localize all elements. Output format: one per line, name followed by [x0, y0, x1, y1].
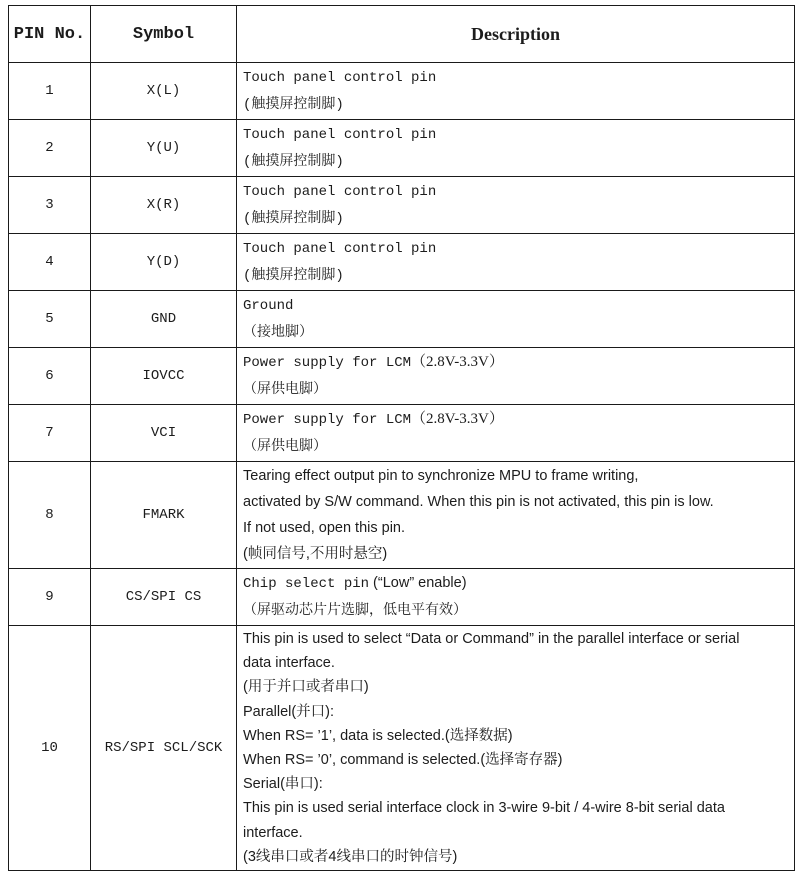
description-line: [243, 235, 790, 262]
table-row: [9, 462, 795, 569]
header-description: Description: [237, 6, 795, 63]
description-text: Tearing effect output pin to synchronize MPU to frame writing,: [243, 468, 639, 484]
description-cell: [237, 405, 795, 462]
description-text: activated by S/W command. When this pin is not activated, this pin is low.: [243, 494, 714, 510]
description-line: [243, 433, 790, 460]
pin-number-cell: 2: [9, 120, 91, 177]
description-text: This pin is used serial interface clock in 3-wire 9-bit / 4-wire 8-bit serial data: [243, 800, 725, 817]
description-line: [243, 148, 790, 175]
description-text: （2.8V-3.3V）: [411, 354, 504, 370]
header-pin-no: PIN No.: [9, 6, 91, 63]
description-text: When RS= ’0’, command is selected.(选择寄存器): [243, 752, 563, 769]
description-text: Chip select pin: [243, 576, 370, 592]
table-row: [9, 120, 795, 177]
description-cell: [237, 626, 795, 871]
description-text: （接地脚）: [243, 325, 313, 341]
description-text: (触摸屏控制脚): [243, 211, 344, 227]
description-line: [243, 724, 790, 748]
description-text: Power supply for LCM: [243, 412, 412, 428]
description-cell: [237, 234, 795, 291]
pin-number-cell: 3: [9, 177, 91, 234]
description-line: [243, 292, 790, 319]
description-text: This pin is used to select “Data or Command” in the parallel interface or serial: [243, 631, 740, 647]
description-text: Touch panel control pin: [243, 127, 437, 143]
description-text: (触摸屏控制脚): [243, 154, 344, 170]
description-text: Touch panel control pin: [243, 184, 437, 200]
description-text: Parallel(并口):: [243, 703, 335, 720]
pin-table-body: [9, 63, 795, 871]
symbol-cell: CS/SPI CS: [91, 569, 237, 626]
description-cell: [237, 462, 795, 569]
description-line: [243, 262, 790, 289]
pin-number-cell: 1: [9, 63, 91, 120]
description-cell: [237, 177, 795, 234]
pin-number-cell: 4: [9, 234, 91, 291]
description-text: Serial(串口):: [243, 776, 323, 793]
description-line: [243, 597, 790, 624]
description-text: (触摸屏控制脚): [243, 97, 344, 113]
description-text: （屏供电脚）: [243, 382, 327, 398]
description-text: Power supply for LCM: [243, 355, 412, 371]
symbol-cell: RS/SPI SCL/SCK: [91, 626, 237, 871]
pin-number-cell: 10: [9, 626, 91, 871]
pin-number-cell: 9: [9, 569, 91, 626]
symbol-cell: X(R): [91, 177, 237, 234]
pin-number-cell: 8: [9, 462, 91, 569]
description-text: (触摸屏控制脚): [243, 268, 344, 284]
symbol-cell: FMARK: [91, 462, 237, 569]
description-text: interface.: [243, 824, 303, 841]
description-line: [243, 627, 790, 651]
description-text: Ground: [243, 298, 294, 314]
pin-number-cell: 6: [9, 348, 91, 405]
header-symbol: Symbol: [91, 6, 237, 63]
description-text: Touch panel control pin: [243, 241, 437, 257]
description-line: [243, 515, 790, 541]
description-line: [243, 319, 790, 346]
description-cell: [237, 348, 795, 405]
pin-number-cell: 5: [9, 291, 91, 348]
description-text: （屏供电脚）: [243, 439, 327, 455]
description-line: [243, 821, 790, 845]
description-line: [243, 675, 790, 699]
symbol-cell: Y(D): [91, 234, 237, 291]
table-row: [9, 348, 795, 405]
description-cell: [237, 569, 795, 626]
table-row: [9, 234, 795, 291]
description-text: Touch panel control pin: [243, 70, 437, 86]
description-line: [243, 406, 790, 433]
table-row: [9, 626, 795, 871]
pin-description-table: [8, 5, 795, 871]
description-line: [243, 748, 790, 772]
description-line: [243, 64, 790, 91]
description-line: [243, 541, 790, 567]
description-text: (3线串口或者4线串口的时钟信号): [243, 848, 458, 865]
description-cell: [237, 291, 795, 348]
symbol-cell: VCI: [91, 405, 237, 462]
table-row: [9, 291, 795, 348]
table-row: [9, 63, 795, 120]
header-row: [9, 6, 795, 63]
description-text: When RS= ’1’, data is selected.(选择数据): [243, 727, 513, 744]
description-text: data interface.: [243, 655, 335, 672]
pin-number-cell: 7: [9, 405, 91, 462]
description-line: [243, 178, 790, 205]
description-line: [243, 570, 790, 597]
description-line: [243, 376, 790, 403]
description-text: If not used, open this pin.: [243, 520, 406, 536]
description-line: [243, 205, 790, 232]
table-row: [9, 177, 795, 234]
description-text: (用于并口或者串口): [243, 679, 369, 696]
description-text: （屏驱动芯片片选脚，低电平有效）: [243, 603, 467, 619]
description-cell: [237, 63, 795, 120]
symbol-cell: Y(U): [91, 120, 237, 177]
description-line: [243, 772, 790, 796]
description-line: [243, 796, 790, 820]
description-cell: [237, 120, 795, 177]
description-text: （2.8V-3.3V）: [411, 411, 504, 427]
symbol-cell: IOVCC: [91, 348, 237, 405]
description-line: [243, 121, 790, 148]
description-line: [243, 651, 790, 675]
symbol-cell: GND: [91, 291, 237, 348]
table-row: [9, 405, 795, 462]
description-line: [243, 489, 790, 515]
description-text: (“Low” enable): [369, 575, 467, 591]
description-line: [243, 91, 790, 118]
description-line: [243, 349, 790, 376]
description-line: [243, 700, 790, 724]
description-line: [243, 845, 790, 869]
table-row: [9, 569, 795, 626]
symbol-cell: X(L): [91, 63, 237, 120]
description-text: (帧同信号,不用时悬空): [243, 546, 388, 562]
description-line: [243, 463, 790, 489]
